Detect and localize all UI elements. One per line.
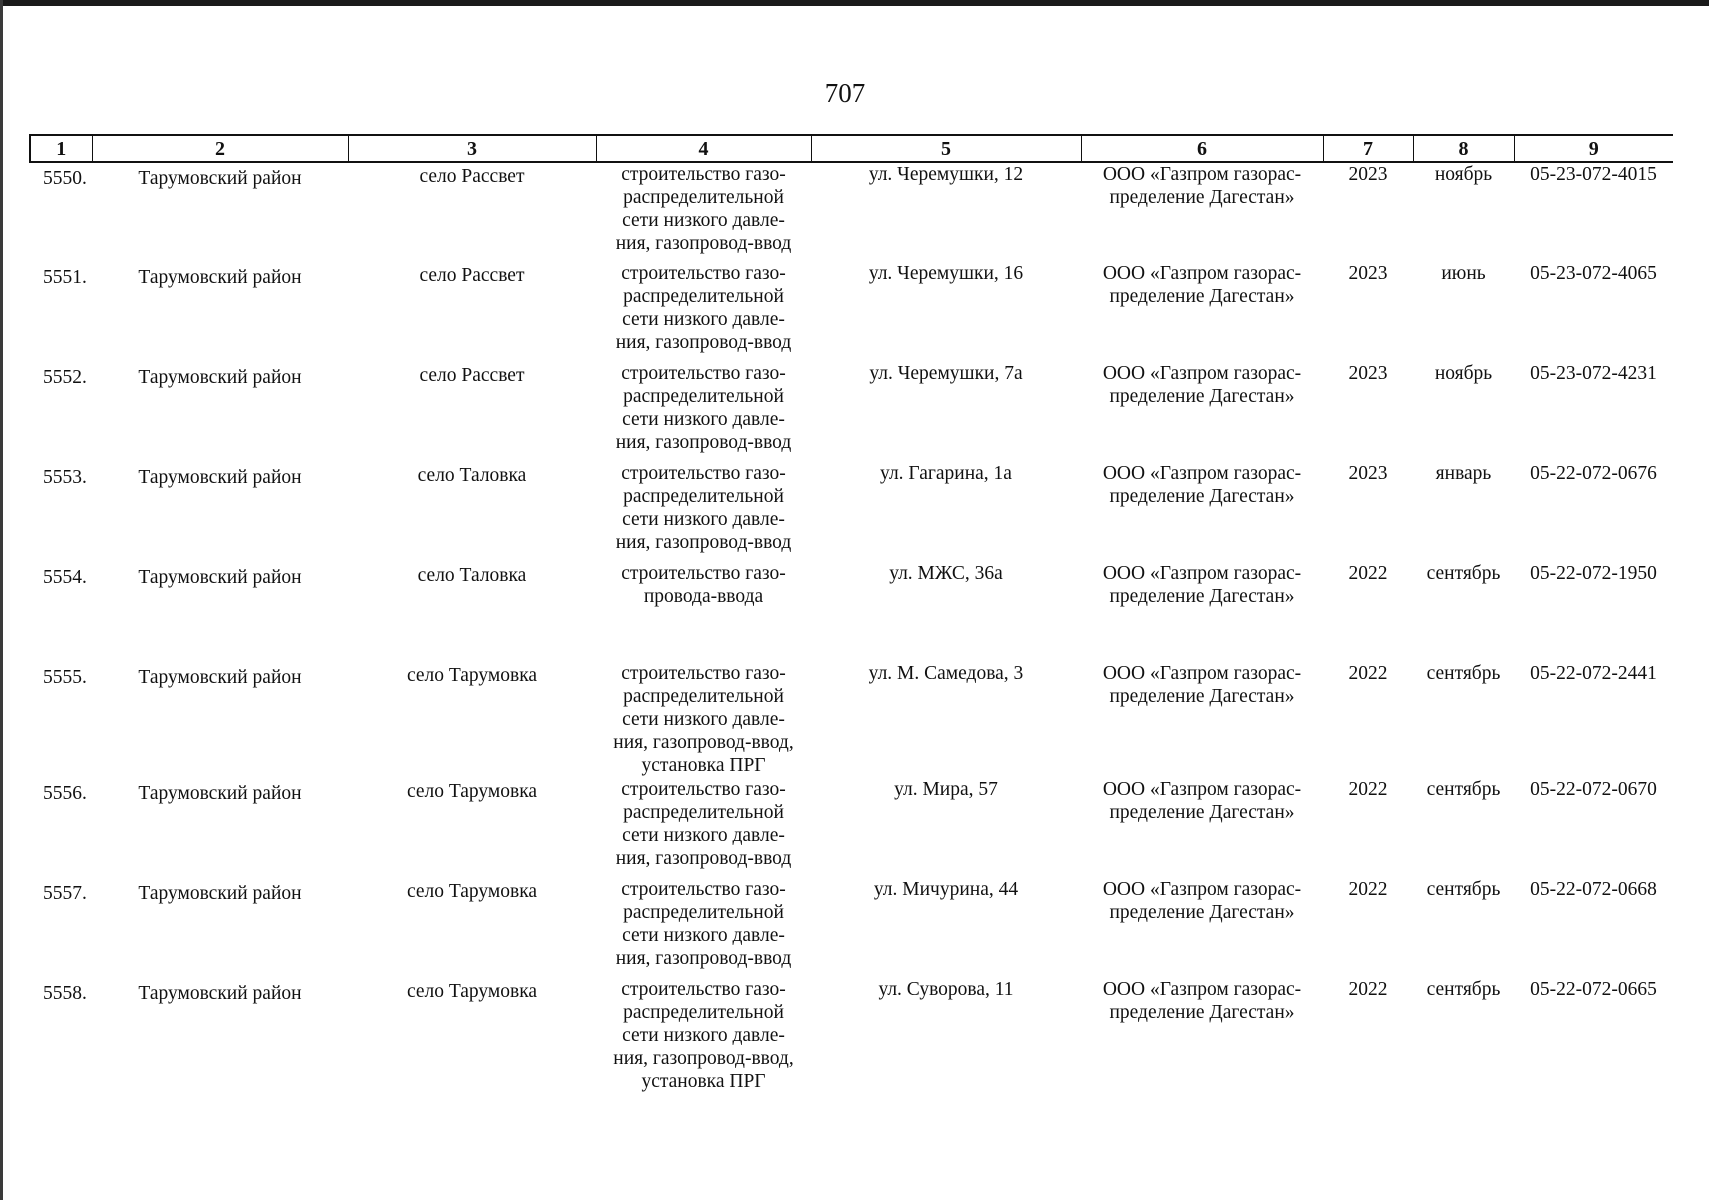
locality-cell: село Тарумовка: [406, 781, 538, 802]
locality-cell: село Рассвет: [419, 166, 525, 187]
work-description-cell: [596, 262, 811, 362]
column-header-5: 5: [811, 135, 1081, 162]
district-cell: Тарумовский район: [138, 367, 302, 388]
work-description-cell: [596, 162, 811, 262]
organization-line: ООО «Газпром газорас-: [1102, 563, 1302, 584]
work-description-line: ния, газопровод-ввод,: [613, 732, 794, 753]
address-cell: ул. М. Самедова, 3: [868, 663, 1024, 684]
organization-line: ООО «Газпром газорас-: [1102, 463, 1302, 484]
column-header-2: 2: [92, 135, 348, 162]
code-cell: 05-23-072-4231: [1530, 363, 1657, 384]
work-description-line: ния, газопровод-ввод: [615, 432, 792, 453]
organization-cell: [1081, 778, 1323, 878]
address-cell: ул. Черемушки, 16: [868, 263, 1024, 284]
year-cell: 2023: [1348, 164, 1388, 185]
work-description-line: строительство газо-: [621, 263, 786, 284]
work-description-line: ния, газопровод-ввод: [615, 532, 792, 553]
year-cell: 2022: [1348, 979, 1388, 1000]
work-description-cell: [596, 878, 811, 978]
row-number: 5550.: [43, 168, 87, 189]
column-header-3: 3: [348, 135, 596, 162]
organization-cell: [1081, 262, 1323, 362]
organization-line: пределение Дагестан»: [1109, 586, 1295, 607]
year-cell: 2023: [1348, 463, 1388, 484]
row-number: 5551.: [43, 267, 87, 288]
organization-cell: [1081, 362, 1323, 462]
year-cell: 2022: [1348, 663, 1388, 684]
row-number: 5554.: [43, 567, 87, 588]
district-cell: Тарумовский район: [138, 883, 302, 904]
work-description-line: строительство газо-: [621, 164, 786, 185]
locality-cell: село Тарумовка: [406, 881, 538, 902]
month-cell: ноябрь: [1434, 363, 1493, 384]
organization-line: пределение Дагестан»: [1109, 1002, 1295, 1023]
organization-line: пределение Дагестан»: [1109, 187, 1295, 208]
table-row: [30, 978, 1673, 1094]
work-description-line: сети низкого давле-: [622, 825, 785, 846]
table-body: [30, 162, 1673, 1094]
row-number: 5557.: [43, 883, 87, 904]
year-cell: 2022: [1348, 779, 1388, 800]
locality-cell: село Тарумовка: [406, 981, 538, 1002]
page-number: 707: [824, 78, 866, 108]
work-description-line: сети низкого давле-: [622, 1025, 785, 1046]
work-description-cell: [596, 778, 811, 878]
column-header-1: 1: [30, 135, 92, 162]
organization-cell: [1081, 662, 1323, 778]
column-header-9: 9: [1514, 135, 1673, 162]
table-row: [30, 878, 1673, 978]
work-description-line: строительство газо-: [621, 363, 786, 384]
work-description-line: строительство газо-: [621, 563, 786, 584]
organization-line: пределение Дагестан»: [1109, 286, 1295, 307]
district-cell: Тарумовский район: [138, 667, 302, 688]
work-description-cell: [596, 562, 811, 662]
code-cell: 05-22-072-2441: [1530, 663, 1657, 684]
organization-line: пределение Дагестан»: [1109, 486, 1295, 507]
work-description-line: ния, газопровод-ввод: [615, 233, 792, 254]
month-cell: сентябрь: [1426, 779, 1501, 800]
work-description-line: распределительной: [623, 902, 784, 923]
district-cell: Тарумовский район: [138, 267, 302, 288]
table-row: [30, 562, 1673, 662]
year-cell: 2023: [1348, 263, 1388, 284]
table-row: [30, 262, 1673, 362]
column-header-6: 6: [1081, 135, 1323, 162]
work-description-line: распределительной: [623, 486, 784, 507]
locality-cell: село Таловка: [417, 465, 527, 486]
gas-distribution-table: [29, 134, 1673, 1094]
work-description-line: ния, газопровод-ввод: [615, 848, 792, 869]
table-row: [30, 362, 1673, 462]
organization-line: ООО «Газпром газорас-: [1102, 263, 1302, 284]
work-description-line: распределительной: [623, 802, 784, 823]
table-row: [30, 162, 1673, 262]
address-cell: ул. Мичурина, 44: [873, 879, 1019, 900]
work-description-line: сети низкого давле-: [622, 409, 785, 430]
month-cell: сентябрь: [1426, 663, 1501, 684]
locality-cell: село Рассвет: [419, 365, 525, 386]
work-description-line: строительство газо-: [621, 663, 786, 684]
district-cell: Тарумовский район: [138, 783, 302, 804]
work-description-line: сети низкого давле-: [622, 709, 785, 730]
year-cell: 2023: [1348, 363, 1388, 384]
code-cell: 05-22-072-0676: [1530, 463, 1657, 484]
work-description-line: сети низкого давле-: [622, 210, 785, 231]
column-header-7: 7: [1323, 135, 1413, 162]
table-row: [30, 778, 1673, 878]
district-cell: Тарумовский район: [138, 983, 302, 1004]
work-description-cell: [596, 362, 811, 462]
code-cell: 05-23-072-4065: [1530, 263, 1657, 284]
table-row: [30, 662, 1673, 778]
header-row: [30, 135, 1673, 162]
organization-line: пределение Дагестан»: [1109, 902, 1295, 923]
address-cell: ул. Черемушки, 12: [868, 164, 1024, 185]
month-cell: ноябрь: [1434, 164, 1493, 185]
row-number: 5556.: [43, 783, 87, 804]
locality-cell: село Рассвет: [419, 265, 525, 286]
scan-edge-left: [0, 0, 3, 1200]
organization-cell: [1081, 462, 1323, 562]
work-description-cell: [596, 462, 811, 562]
row-number: 5555.: [43, 667, 87, 688]
organization-line: ООО «Газпром газорас-: [1102, 164, 1302, 185]
organization-line: пределение Дагестан»: [1109, 802, 1295, 823]
work-description-line: строительство газо-: [621, 779, 786, 800]
code-cell: 05-22-072-1950: [1530, 563, 1657, 584]
organization-line: ООО «Газпром газорас-: [1102, 779, 1302, 800]
address-cell: ул. Мира, 57: [894, 779, 998, 800]
row-number: 5553.: [43, 467, 87, 488]
work-description-line: строительство газо-: [621, 463, 786, 484]
address-cell: ул. Черемушки, 7а: [869, 363, 1023, 384]
address-cell: ул. Суворова, 11: [878, 979, 1014, 1000]
work-description-cell: [596, 662, 811, 778]
organization-cell: [1081, 562, 1323, 662]
work-description-line: распределительной: [623, 686, 784, 707]
district-cell: Тарумовский район: [138, 467, 302, 488]
organization-line: пределение Дагестан»: [1109, 386, 1295, 407]
work-description-line: сети низкого давле-: [622, 309, 785, 330]
organization-line: ООО «Газпром газорас-: [1102, 363, 1302, 384]
work-description-line: ния, газопровод-ввод,: [613, 1048, 794, 1069]
code-cell: 05-22-072-0668: [1530, 879, 1657, 900]
work-description-line: ния, газопровод-ввод: [615, 332, 792, 353]
organization-line: ООО «Газпром газорас-: [1102, 979, 1302, 1000]
address-cell: ул. МЖС, 36а: [889, 563, 1003, 584]
year-cell: 2022: [1348, 879, 1388, 900]
work-description-line: распределительной: [623, 1002, 784, 1023]
work-description-line: строительство газо-: [621, 879, 786, 900]
month-cell: сентябрь: [1426, 563, 1501, 584]
organization-cell: [1081, 978, 1323, 1094]
month-cell: сентябрь: [1426, 879, 1501, 900]
work-description-line: распределительной: [623, 286, 784, 307]
work-description-line: распределительной: [623, 187, 784, 208]
column-header-8: 8: [1413, 135, 1514, 162]
document-table-container: [29, 134, 1672, 1094]
district-cell: Тарумовский район: [138, 168, 302, 189]
district-cell: Тарумовский район: [138, 567, 302, 588]
work-description-line: распределительной: [623, 386, 784, 407]
month-cell: сентябрь: [1426, 979, 1501, 1000]
year-cell: 2022: [1348, 563, 1388, 584]
month-cell: январь: [1435, 463, 1492, 484]
locality-cell: село Тарумовка: [406, 665, 538, 686]
organization-cell: [1081, 162, 1323, 262]
code-cell: 05-23-072-4015: [1530, 164, 1657, 185]
row-number: 5558.: [43, 983, 87, 1004]
organization-cell: [1081, 878, 1323, 978]
organization-line: ООО «Газпром газорас-: [1102, 879, 1302, 900]
work-description-line: ния, газопровод-ввод: [615, 948, 792, 969]
work-description-line: сети низкого давле-: [622, 509, 785, 530]
address-cell: ул. Гагарина, 1а: [880, 463, 1012, 484]
work-description-line: провода-ввода: [643, 586, 764, 607]
code-cell: 05-22-072-0670: [1530, 779, 1657, 800]
row-number: 5552.: [43, 367, 87, 388]
table-row: [30, 462, 1673, 562]
work-description-cell: [596, 978, 811, 1094]
code-cell: 05-22-072-0665: [1530, 979, 1657, 1000]
month-cell: июнь: [1441, 263, 1486, 284]
scan-edge-top: [0, 0, 1709, 6]
work-description-line: установка ПРГ: [641, 1071, 766, 1092]
work-description-line: установка ПРГ: [641, 755, 766, 776]
work-description-line: сети низкого давле-: [622, 925, 785, 946]
work-description-line: строительство газо-: [621, 979, 786, 1000]
organization-line: пределение Дагестан»: [1109, 686, 1295, 707]
organization-line: ООО «Газпром газорас-: [1102, 663, 1302, 684]
locality-cell: село Таловка: [417, 565, 527, 586]
column-header-4: 4: [596, 135, 811, 162]
